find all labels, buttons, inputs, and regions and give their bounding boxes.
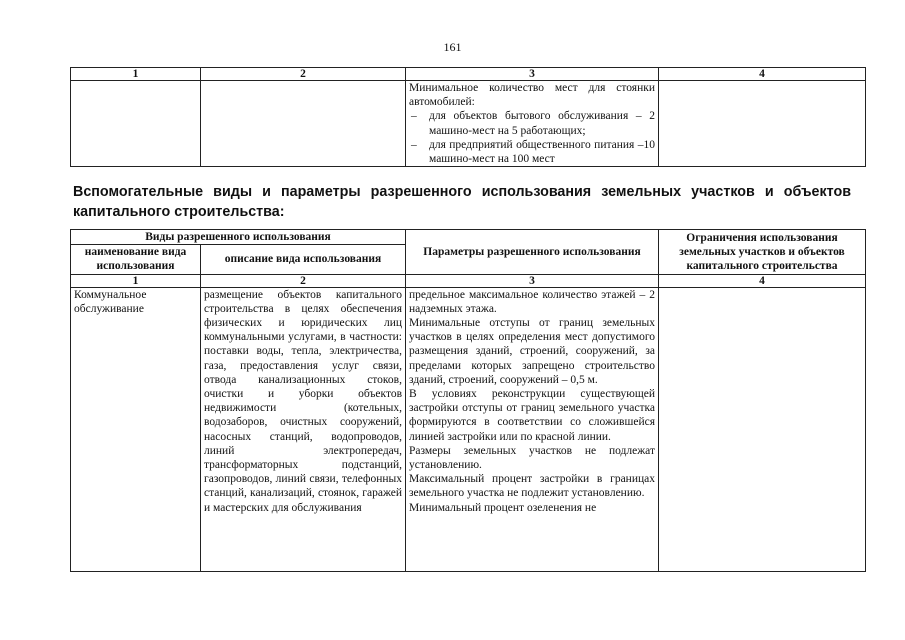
param-paragraph: Минимальный процент озеленения не — [409, 501, 597, 514]
column-number-row — [71, 68, 866, 81]
list-item: – для предприятий общественного питания –10 машино-мест на 100 мест — [409, 138, 655, 166]
use-limits — [662, 288, 862, 571]
parking-requirements-cell — [406, 81, 659, 167]
parking-list — [409, 109, 655, 166]
table-row — [71, 81, 866, 167]
use-params-cell — [406, 287, 659, 571]
param-paragraph: предельное максимальное количество этажей – 2 надземных этажа. — [409, 288, 655, 315]
column-number-2: 2 — [201, 68, 406, 81]
use-name-cell — [71, 287, 201, 571]
header-params: Параметры разрешенного использования — [406, 230, 659, 275]
use-name: Коммунальное обслуживание — [74, 288, 147, 315]
list-item: – для объектов бытового обслуживания – 2 машино-мест на 5 работающих; — [409, 109, 655, 137]
parking-intro: Минимальное количество мест для стоянки автомобилей: — [409, 82, 655, 109]
continued-table — [70, 67, 866, 167]
header-desc: описание вида использования — [201, 245, 406, 274]
page-number: 161 — [443, 40, 462, 54]
param-paragraph: В условиях реконструкции существующей застройки отступы от границ земельного участка формируются в соответствии со сложившейся линией застройки или по красной линии. — [409, 388, 655, 443]
cell-empty-4 — [659, 81, 866, 167]
column-number-4: 4 — [659, 68, 866, 81]
column-number-2: 2 — [201, 274, 406, 287]
header-limits: Ограничения использования земельных участков и объектов капитального строительства — [659, 230, 866, 275]
section-heading: Вспомогательные виды и параметры разрешенного использования земельных участков и объектов капитального строительства: — [73, 184, 851, 220]
param-paragraph: Минимальные отступы от границ земельных участков в целях определения мест допустимого размещения зданий, строений, сооружений, за пределами которых запрещено строительство зданий, строений, сооружений – 0,5 м. — [409, 317, 655, 386]
column-number-3: 3 — [406, 68, 659, 81]
param-paragraph: Максимальный процент застройки в границах земельного участка не подлежит установлению. — [409, 473, 655, 500]
header-row — [71, 230, 866, 245]
column-number-3: 3 — [406, 274, 659, 287]
column-number-row — [71, 274, 866, 287]
column-number-1: 1 — [71, 68, 201, 81]
column-number-1: 1 — [71, 274, 201, 287]
use-description: размещение объектов капитального строительства в целях обеспечения физических и юридических лиц коммунальными услугами, в частности: поставки воды, тепла, электричества, газа, предоставления услуг связи, отвода канализационных стоков, очистки и уборки объектов недвижимости (котельных, водозаборов, очистных сооружений, насосных станций, водопроводов, линий электропередач, трансформаторных подстанций, газопроводов, линий связи, телефонных станций, канализаций, стоянок, гаражей и мастерских для обслуживания — [204, 288, 402, 514]
header-group: Виды разрешенного использования — [71, 230, 406, 245]
param-paragraph: Размеры земельных участков не подлежат установлению. — [409, 444, 655, 472]
column-number-4: 4 — [659, 274, 866, 287]
cell-empty-1 — [71, 81, 201, 167]
use-limits-cell — [659, 287, 866, 571]
cell-empty-2 — [201, 81, 406, 167]
header-name: наименование вида использования — [71, 245, 201, 274]
auxiliary-uses-table — [70, 229, 866, 572]
use-description-cell — [201, 287, 406, 571]
table-row — [71, 287, 866, 571]
